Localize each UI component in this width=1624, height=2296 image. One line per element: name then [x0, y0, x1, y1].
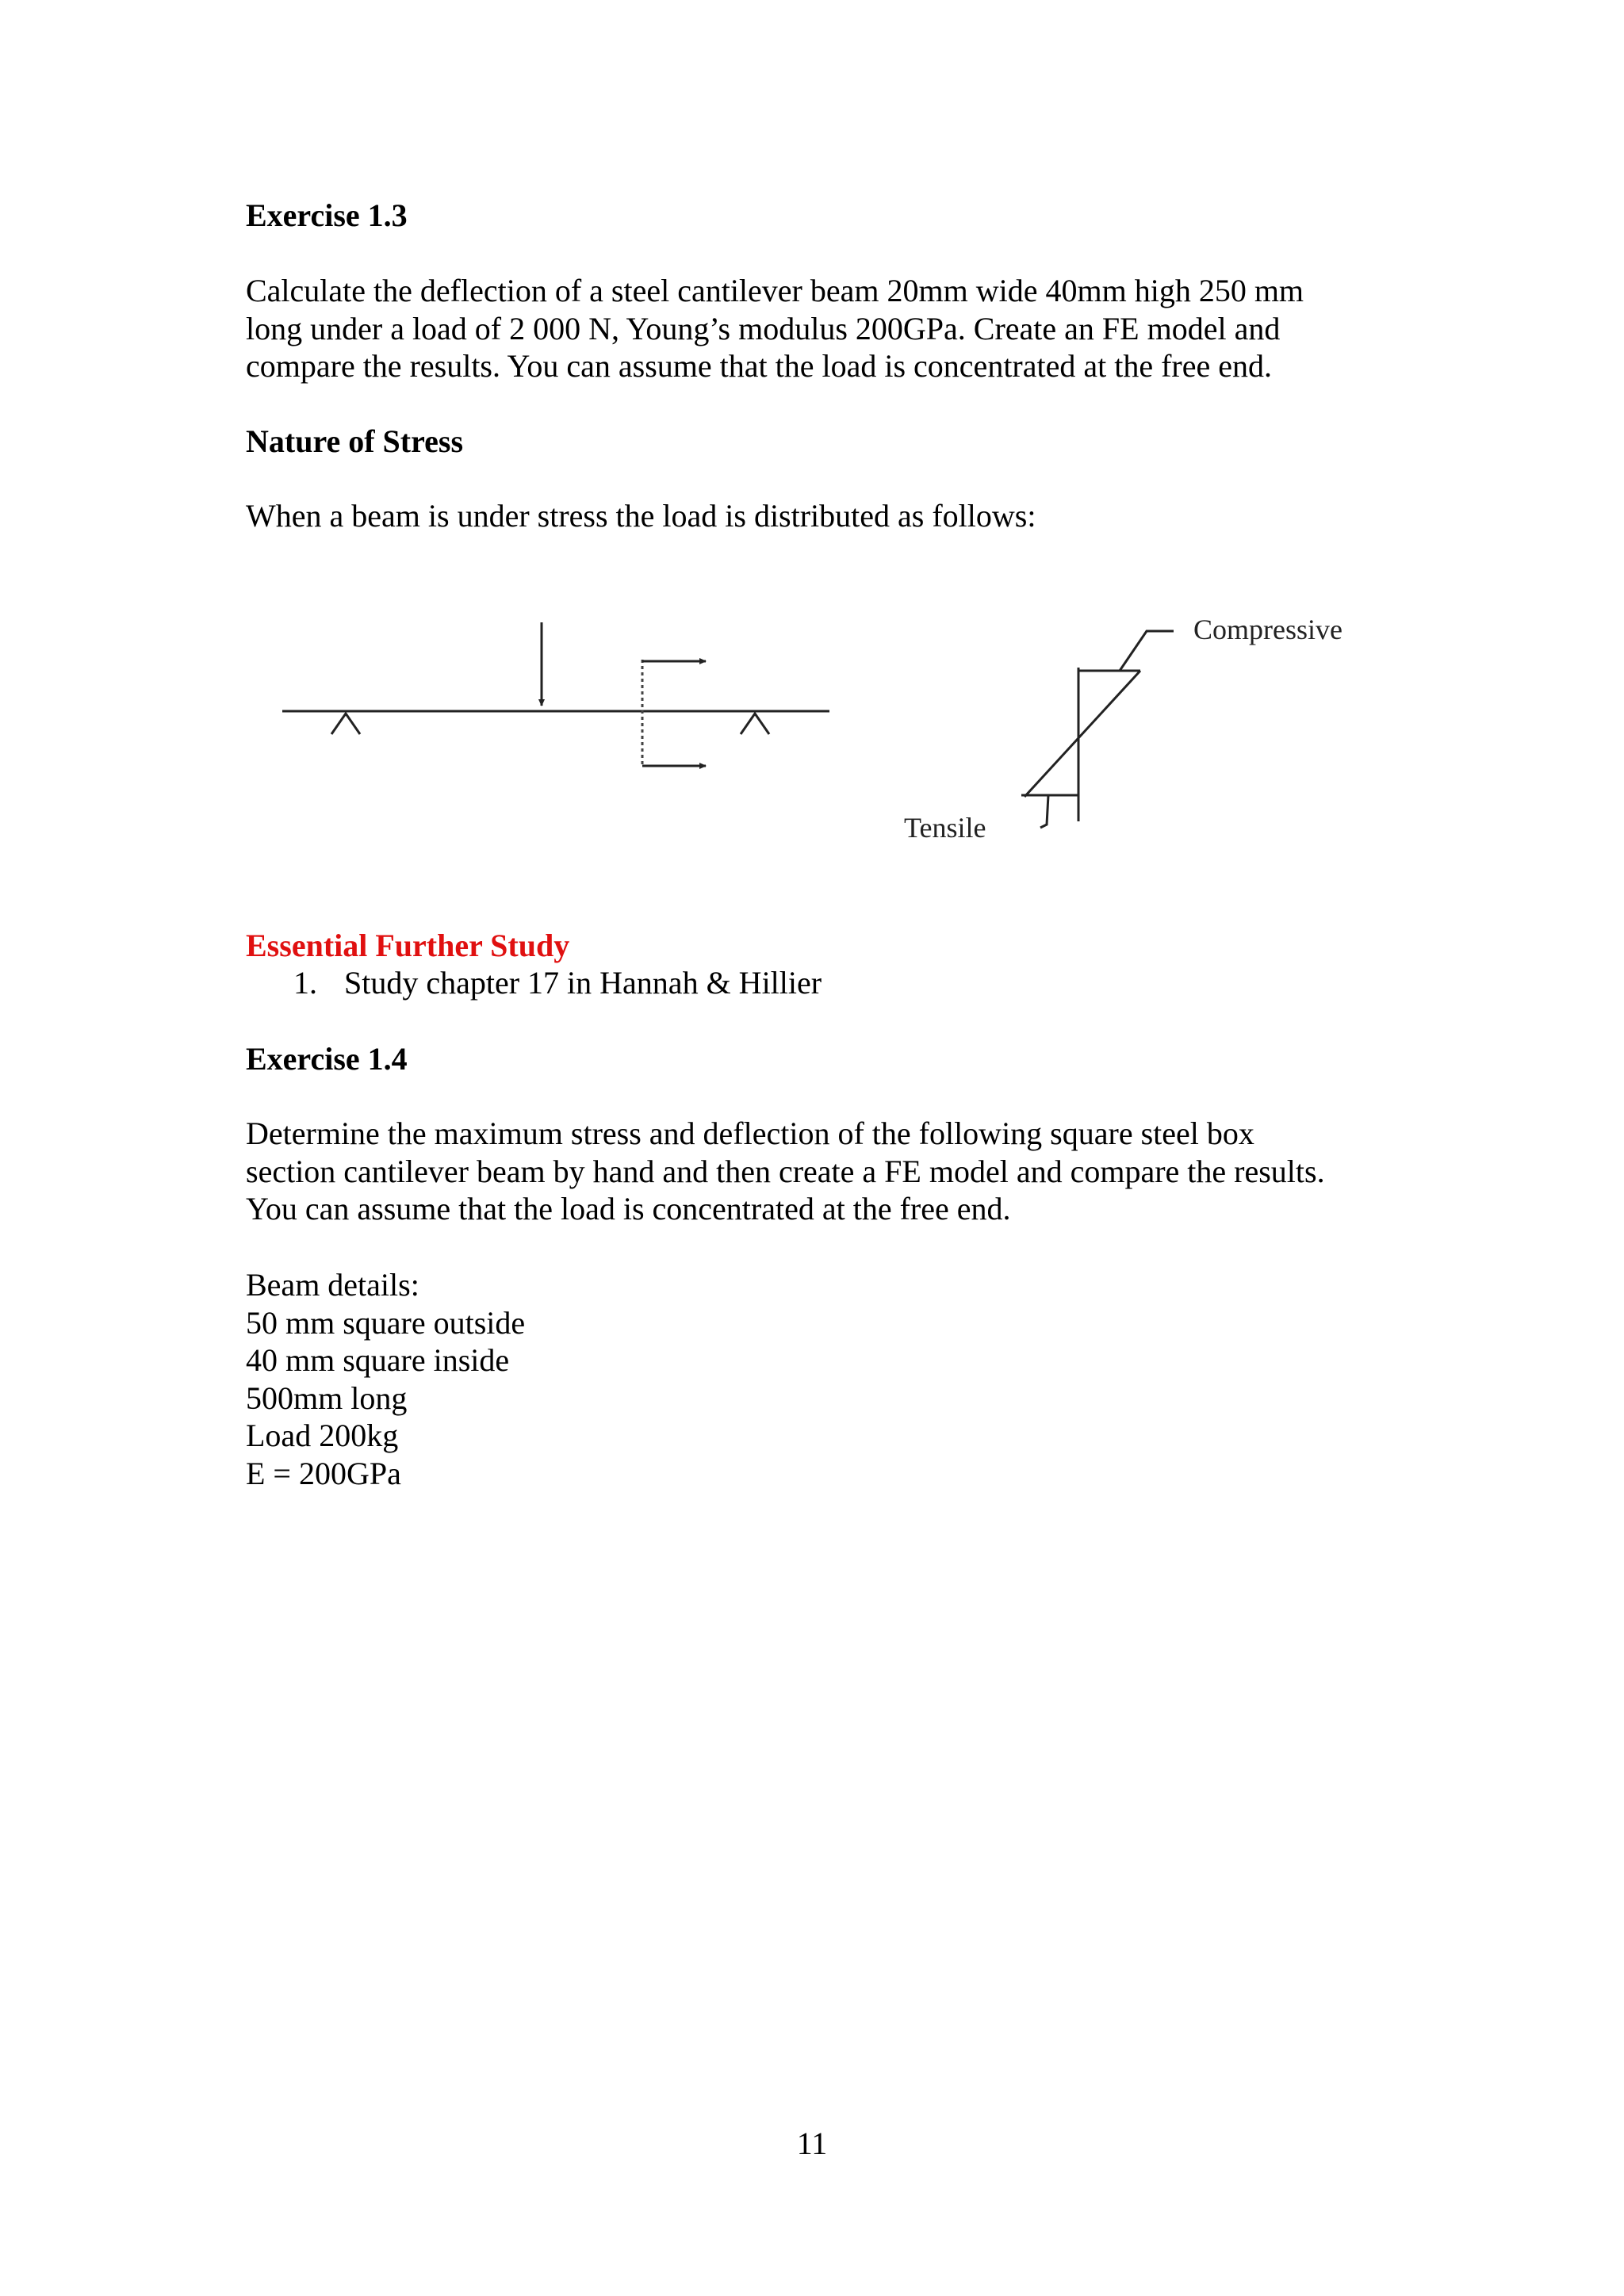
- beam-details-line: E = 200GPa: [246, 1455, 401, 1491]
- beam-details-line: 40 mm square inside: [246, 1342, 510, 1378]
- beam-details-line: Beam details:: [246, 1267, 419, 1303]
- compressive-label: Compressive: [1193, 614, 1342, 645]
- beam-details: [246, 1266, 1380, 1492]
- stress-distribution: [904, 614, 1342, 844]
- tensile-leader: [1040, 795, 1048, 828]
- right-support-icon: [741, 714, 769, 734]
- further-study-heading: Essential Further Study: [246, 928, 570, 963]
- page-number: 11: [796, 2126, 828, 2161]
- nature-of-stress-heading: Nature of Stress: [246, 423, 464, 459]
- exercise-1-4-heading: Exercise 1.4: [246, 1041, 408, 1077]
- beam-details-line: 500mm long: [246, 1380, 408, 1416]
- beam-details-line: 50 mm square outside: [246, 1304, 526, 1341]
- exercise-1-4-line: Determine the maximum stress and deflection of the following square steel box: [246, 1115, 1254, 1151]
- list-item-text: Study chapter 17 in Hannah & Hillier: [344, 965, 822, 1001]
- compressive-leader: [1120, 631, 1174, 671]
- tensile-label: Tensile: [904, 812, 986, 844]
- nature-of-stress-intro: When a beam is under stress the load is distributed as follows:: [246, 498, 1036, 534]
- list-item: [293, 964, 1324, 1002]
- further-study-list: [293, 964, 1324, 1002]
- list-item-number: 1.: [293, 965, 317, 1001]
- exercise-1-4-line: You can assume that the load is concentrated at the free end.: [246, 1191, 1011, 1226]
- exercise-1-3-text: [246, 272, 1380, 385]
- left-support-icon: [331, 714, 360, 734]
- exercise-1-4-text: [246, 1115, 1380, 1228]
- exercise-1-3-line: long under a load of 2 000 N, Young’s modulus 200GPa. Create an FE model and: [246, 310, 1281, 346]
- simply-supported-beam: [282, 622, 829, 766]
- exercise-1-3-heading: Exercise 1.3: [246, 197, 408, 233]
- exercise-1-3-line: Calculate the deflection of a steel cantilever beam 20mm wide 40mm high 250 mm: [246, 273, 1304, 308]
- beam-details-line: Load 200kg: [246, 1418, 399, 1453]
- exercise-1-3-line: compare the results. You can assume that the load is concentrated at the free end.: [246, 348, 1273, 384]
- beam-stress-diagram: [238, 587, 1443, 880]
- exercise-1-4-line: section cantilever beam by hand and then create a FE model and compare the results.: [246, 1153, 1325, 1189]
